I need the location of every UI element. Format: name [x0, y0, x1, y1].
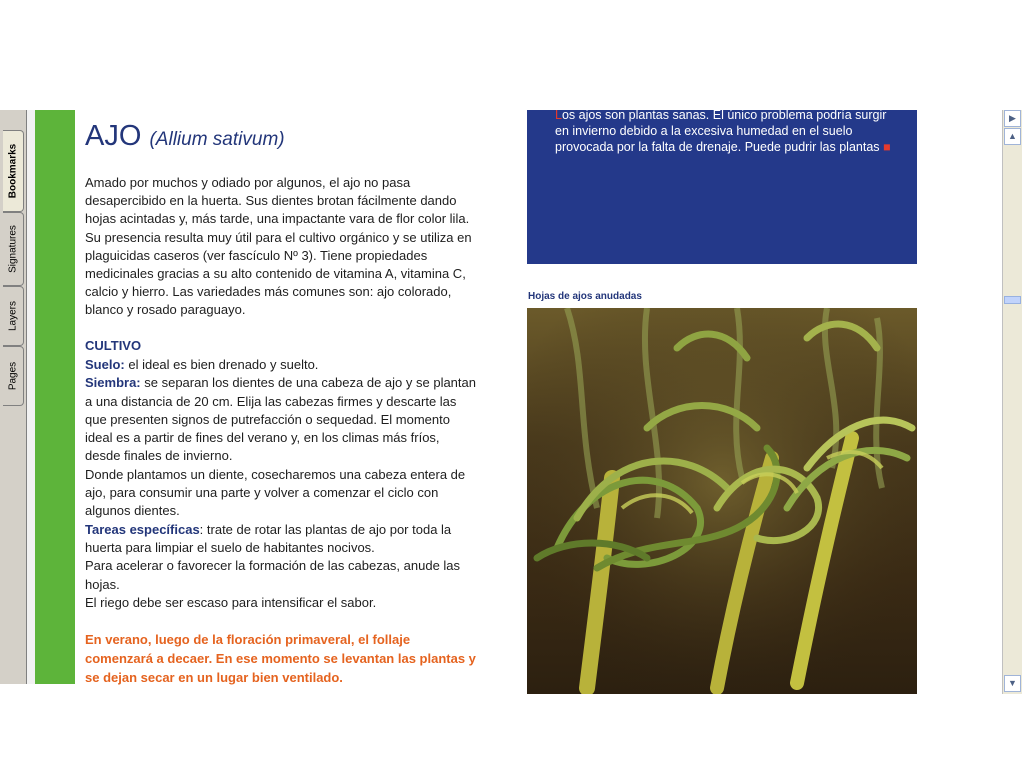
- tareas-paragraph-3: El riego debe ser escaso para intensificar el sabor.: [85, 594, 377, 610]
- end-mark-icon: ■: [883, 140, 891, 154]
- tareas-text: : trate de rotar las plantas de ajo por toda la huerta para limpiar el suelo de habitantes nocivos.: [85, 521, 452, 555]
- tareas-paragraph: [85, 521, 477, 558]
- tab-layers[interactable]: Layers: [3, 286, 24, 346]
- green-margin-band: [35, 110, 75, 684]
- garlic-knotted-leaves-photo: [527, 308, 917, 694]
- page-margin-strip: [27, 110, 35, 684]
- siembra-text: se separan los dientes de una cabeza de ajo y se plantan a una distancia de 20 cm. Elija las cabezas firmes y descarte las que presenten signos de putrefacción o sequedad. El momento ideal es a partir de fines del verano y, en los climas más fríos, desde finales de invierno.: [85, 375, 476, 464]
- article-title: [85, 120, 285, 153]
- siembra-label: Siembra:: [85, 375, 141, 391]
- navigation-tabs-panel: [0, 110, 27, 684]
- cultivo-heading: CULTIVO: [85, 338, 142, 353]
- drop-cap-letter: L: [555, 108, 562, 122]
- document-page: [75, 110, 1001, 684]
- tareas-label: Tareas específicas: [85, 521, 200, 537]
- health-info-box: [527, 110, 917, 264]
- tab-signatures[interactable]: Signatures: [3, 212, 24, 286]
- health-info-text: [555, 107, 900, 155]
- siembra-paragraph-2: Donde plantamos un diente, cosecharemos una cabeza entera de ajo, para consumir una parte y volver a comenzar el ciclo con algunos dientes.: [85, 466, 466, 519]
- intro-paragraph: Amado por muchos y odiado por algunos, el ajo no pasa desapercibido en la huerta. Sus dientes brotan fácilmente dando hojas acintadas y, más tarde, una impactante vara de flor color lila. Su presencia resulta muy útil para el cultivo orgánico y se utiliza en plaguicidas caseros (ver fascículo Nº 3). Tiene propiedades medicinales gracias a su alto contenido de vitamina A, vitamina C, calcio y hierro. Las variedades más comunes son: ajo colorado, blanco y rosado paraguayo.: [85, 175, 472, 318]
- tareas-paragraph-2: Para acelerar o favorecer la formación de las cabezas, anude las hojas.: [85, 558, 461, 592]
- cultivo-section: [85, 356, 477, 612]
- photo-caption: Hojas de ajos anudadas: [528, 291, 642, 302]
- pdf-viewer: [0, 110, 1024, 694]
- scientific-name: (Allium sativum): [149, 129, 285, 150]
- harvest-note: En verano, luego de la floración primaveral, el follaje comenzará a decaer. En ese momento se levantan las plantas y se dejan secar en un lugar bien ventilado.: [85, 632, 476, 685]
- expand-icon[interactable]: ▶: [1004, 110, 1021, 127]
- suelo-paragraph: [85, 356, 477, 374]
- suelo-text: el ideal es bien drenado y suelto.: [124, 357, 319, 372]
- vertical-scrollbar[interactable]: [1002, 110, 1022, 694]
- suelo-label: Suelo:: [85, 357, 125, 372]
- siembra-paragraph: [85, 374, 477, 465]
- tab-bookmarks[interactable]: Bookmarks: [3, 130, 24, 212]
- health-info-body: os ajos son plantas sanas. El único problema podría surgir en invierno debido a la excesiva humedad en el suelo provocada por la falta de drenaje. Puede pudrir las plantas: [555, 108, 887, 154]
- scroll-thumb[interactable]: [1004, 296, 1021, 304]
- title-main: AJO: [85, 120, 142, 152]
- scroll-down-icon[interactable]: ▼: [1004, 675, 1021, 692]
- scroll-up-icon[interactable]: ▲: [1004, 128, 1021, 145]
- tab-pages[interactable]: Pages: [3, 346, 24, 406]
